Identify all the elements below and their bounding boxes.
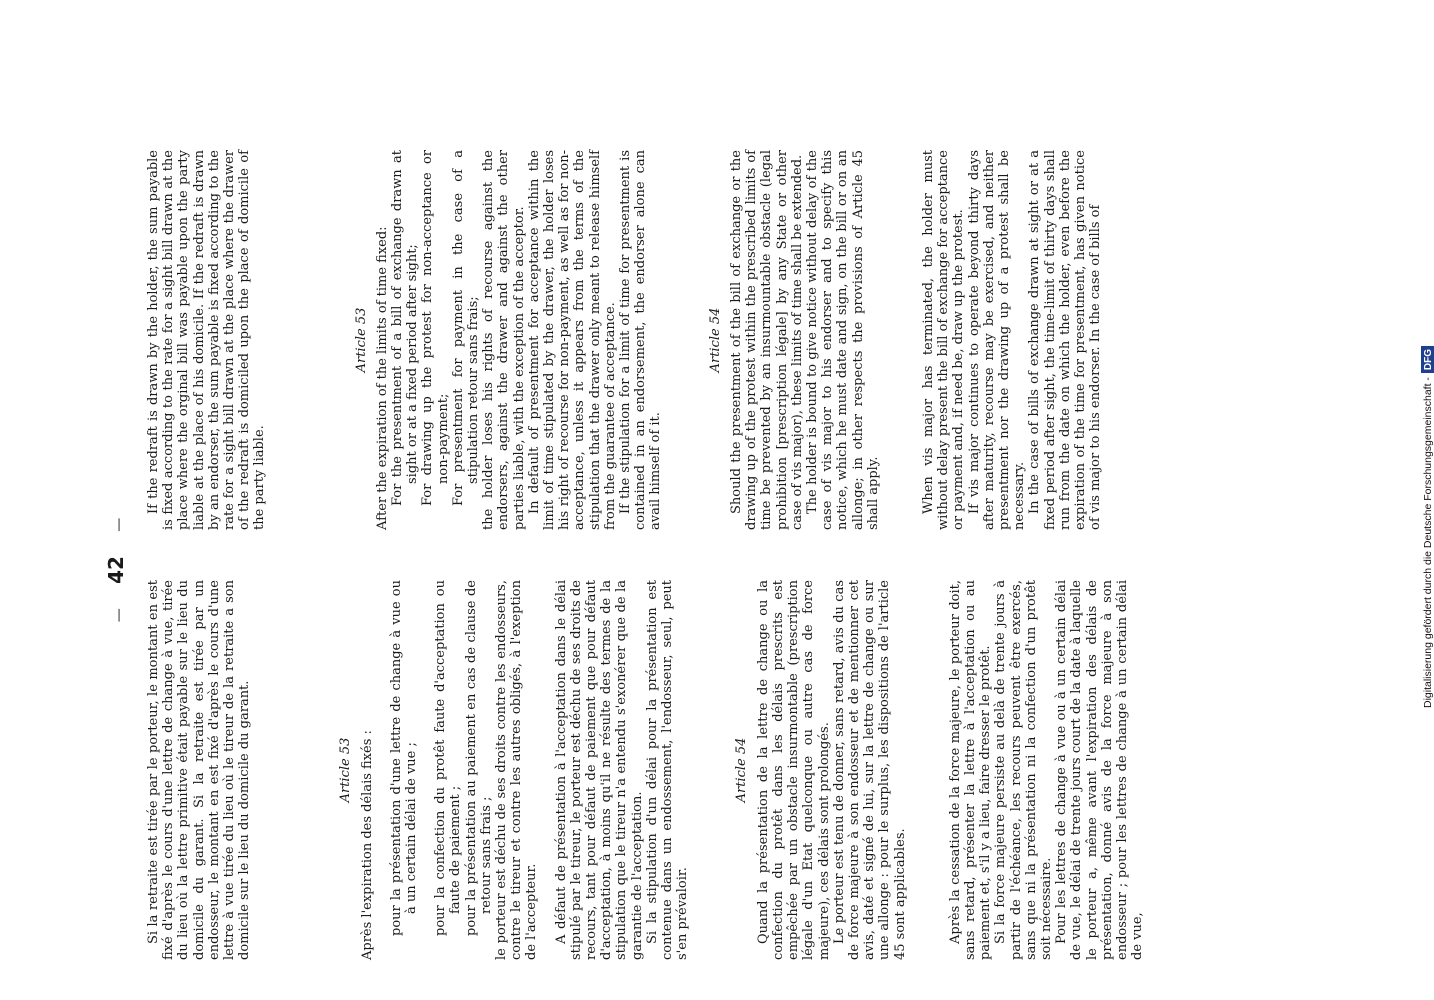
header-dash-right: — — [111, 517, 127, 532]
french-article-53-item-1: pour la présentation d'une lettre de change à vue ou à un certain délai de vue ; — [388, 580, 420, 936]
french-article-54-paragraph-2: Le porteur est tenu de donner, sans retard, avis du cas de force majeure à son endosseur et de mentionner cet avis, daté et signé de lui, sur la lettre de change ou sur une allonge : pour le surplus, les dispositions de l'article 45 sont applicables. — [831, 580, 908, 960]
page-header — [96, 140, 136, 1000]
english-article-54-paragraph-1: Should the presentment of the bill of exchange or the drawing up of the protest within the prescribed limits of time be prevented by an insurmountable obstacle (legal prohibition [prescription légale] by any State or other case of vis major), these limits of time shall be extended. — [728, 150, 805, 530]
french-article-53-paragraph-2: A défaut de présentation à l'acceptation dans le délai stipulé par le tireur, le porteur est déchu de ses droits de recours, tant pour défaut de paiement que pour défaut d'acceptation, à moins qu'il ne résulte des termes de la stipulation que le tireur n'a entendu s'exonérer que de la garantie de l'acceptation. — [553, 580, 645, 960]
french-article-53-paragraph-1: le porteur est déchu de ses droits contre les endosseurs, contre le tireur et contre les autres obligés, à l'exeption de l'accepteur. — [494, 580, 540, 960]
digitization-credit-text: Digitalisierung gefördert durch die Deutsche Forschungsgemeinschaft - — [1422, 377, 1434, 708]
english-article-53-paragraph-2: In default of presentment for acceptance within the limit of time stipulated by the drawer, the holder loses his right of recourse for non-payment, as well as for non-acceptance, unless it appears from the terms of the stipulation that the drawer only meant to release himself from the guarantee of acceptance. — [526, 150, 618, 530]
english-article-54-paragraph-5: In the case of bills of exchange drawn at sight or at a fixed period after sight, the time-limit of thirty days shall run from the date on which the holder, even before the expiration of the time for presentment, has given notice of vis major to his endorser. In the case of bills of — [1027, 150, 1104, 530]
english-article-53-item-1: For the presentment of a bill of exchange drawn at sight or at a fixed period after sight; — [390, 150, 421, 506]
french-article-54-paragraph-1: Quand la présentation de la lettre de change ou la confection du protêt dans les délais prescrits est empêchée par un obstacle insurmontable (prescription légale d'un Etat quelconque ou autre cas de force majeure), ces délais sont prolongés. — [755, 580, 832, 960]
english-article-53-item-2: For drawing up the protest for non-acceptance or non-payment; — [420, 150, 451, 506]
french-column — [146, 580, 1145, 960]
french-article-53-paragraph-3: Si la stipulation d'un délai pour la présentation est contenue dans un endossement, l'endosseur, seul, peut s'en prévaloir. — [644, 580, 691, 960]
french-article-53-item-2: pour la confection du protêt faute d'acceptation ou faute de paiement ; — [433, 580, 464, 936]
english-column — [146, 150, 1103, 530]
header-dash-left: — — [111, 608, 127, 623]
french-article-54-paragraph-3: Après la cessation de la force majeure, le porteur doit, sans retard, présenter la lettre à l'acceptation ou au paiement et, s'il y a lieu, faire dresser le protêt. — [947, 580, 994, 960]
rotated-page-content — [96, 140, 1416, 1000]
english-article-54-paragraph-3: When vis major has terminated, the holder must without delay present the bill of exchange for acceptance or payment and, if need be, draw up the protest. — [920, 150, 967, 530]
french-redraft-paragraph: Si la retraite est tirée par le porteur, le montant en est fixé d'après le cours d'une lettre de change à vue, tirée du lieu où la lettre primitive était payable sur le lieu du domicile du garant. Si la retraite est tirée par un endosseur, le montant en est fixé d'après le cours d'une lettre à vue tirée du lieu où le tireur de la retraite a son domicile sur le lieu du domicile du garant. — [146, 580, 253, 960]
english-redraft-paragraph: If the redraft is drawn by the holder, the sum payable is fixed according to the rate for a sight bill drawn at the place where the orginal bill was payable upon the party liable at the place of his domicile. If the redraft is drawn by an endorser, the sum payable is fixed according to the rate for a sight bill drawn at the place where the drawer of the redraft is domiciled upon the place of domicile of the party liable. — [146, 150, 268, 530]
dfg-logo: DFG — [1421, 346, 1434, 373]
english-article-53-title: Article 53 — [353, 307, 369, 373]
digitization-credit — [1420, 8, 1434, 708]
french-article-54-title: Article 54 — [734, 737, 750, 803]
french-article-53-title: Article 53 — [338, 737, 354, 803]
french-article-53-intro: Après l'expiration des délais fixés : — [359, 730, 375, 960]
page-number: 42 — [104, 556, 128, 584]
english-article-53-item-3: For presentment for payment in the case of a stipulation retour sans frais; — [450, 150, 482, 506]
english-article-54-paragraph-4: If vis major continues to operate beyond thirty days after maturity, recourse may be exercised, and neither presentment nor the drawing up of a protest shall be necessary. — [966, 150, 1028, 530]
english-article-53-intro: After the expiration of the limits of time fixed: — [374, 226, 390, 530]
english-article-54-title: Article 54 — [707, 307, 723, 373]
french-article-53-item-3: pour la présentation au paiement en cas de clause de retour sans frais ; — [463, 580, 494, 936]
english-article-53-paragraph-3: If the stipulation for a limit of time for presentment is contained in an endorsement, the endorser alone can avail himself of it. — [618, 150, 664, 530]
french-article-54-paragraph-4: Si la force majeure persiste au delà de trente jours à partir de l'échéance, les recours peuvent être exercés, sans que ni la présentation ni la confection d'un protêt soit nécessaire. — [993, 580, 1054, 960]
english-article-53-paragraph-1: the holder loses his rights of recourse against the endorsers, against the drawer and against the other parties liable, with the exception of the acceptor. — [481, 150, 527, 530]
french-article-54-paragraph-5: Pour les lettres de change à vue ou à un certain délai de vue, le délai de trente jours court de la date à laquelle le porteur a, même avant l'expiration des délais de présentation, donné avis de la force majeure à son endosseur ; pour les lettres de change à un certain délai de vue, — [1054, 580, 1146, 960]
english-article-54-paragraph-2: The holder is bound to give notice without delay of the case of vis major to his endorser and to specify this notice, which he must date and sign, on the bill or on an allonge; in other respects the provisions of Article 45 shall apply. — [804, 150, 881, 530]
